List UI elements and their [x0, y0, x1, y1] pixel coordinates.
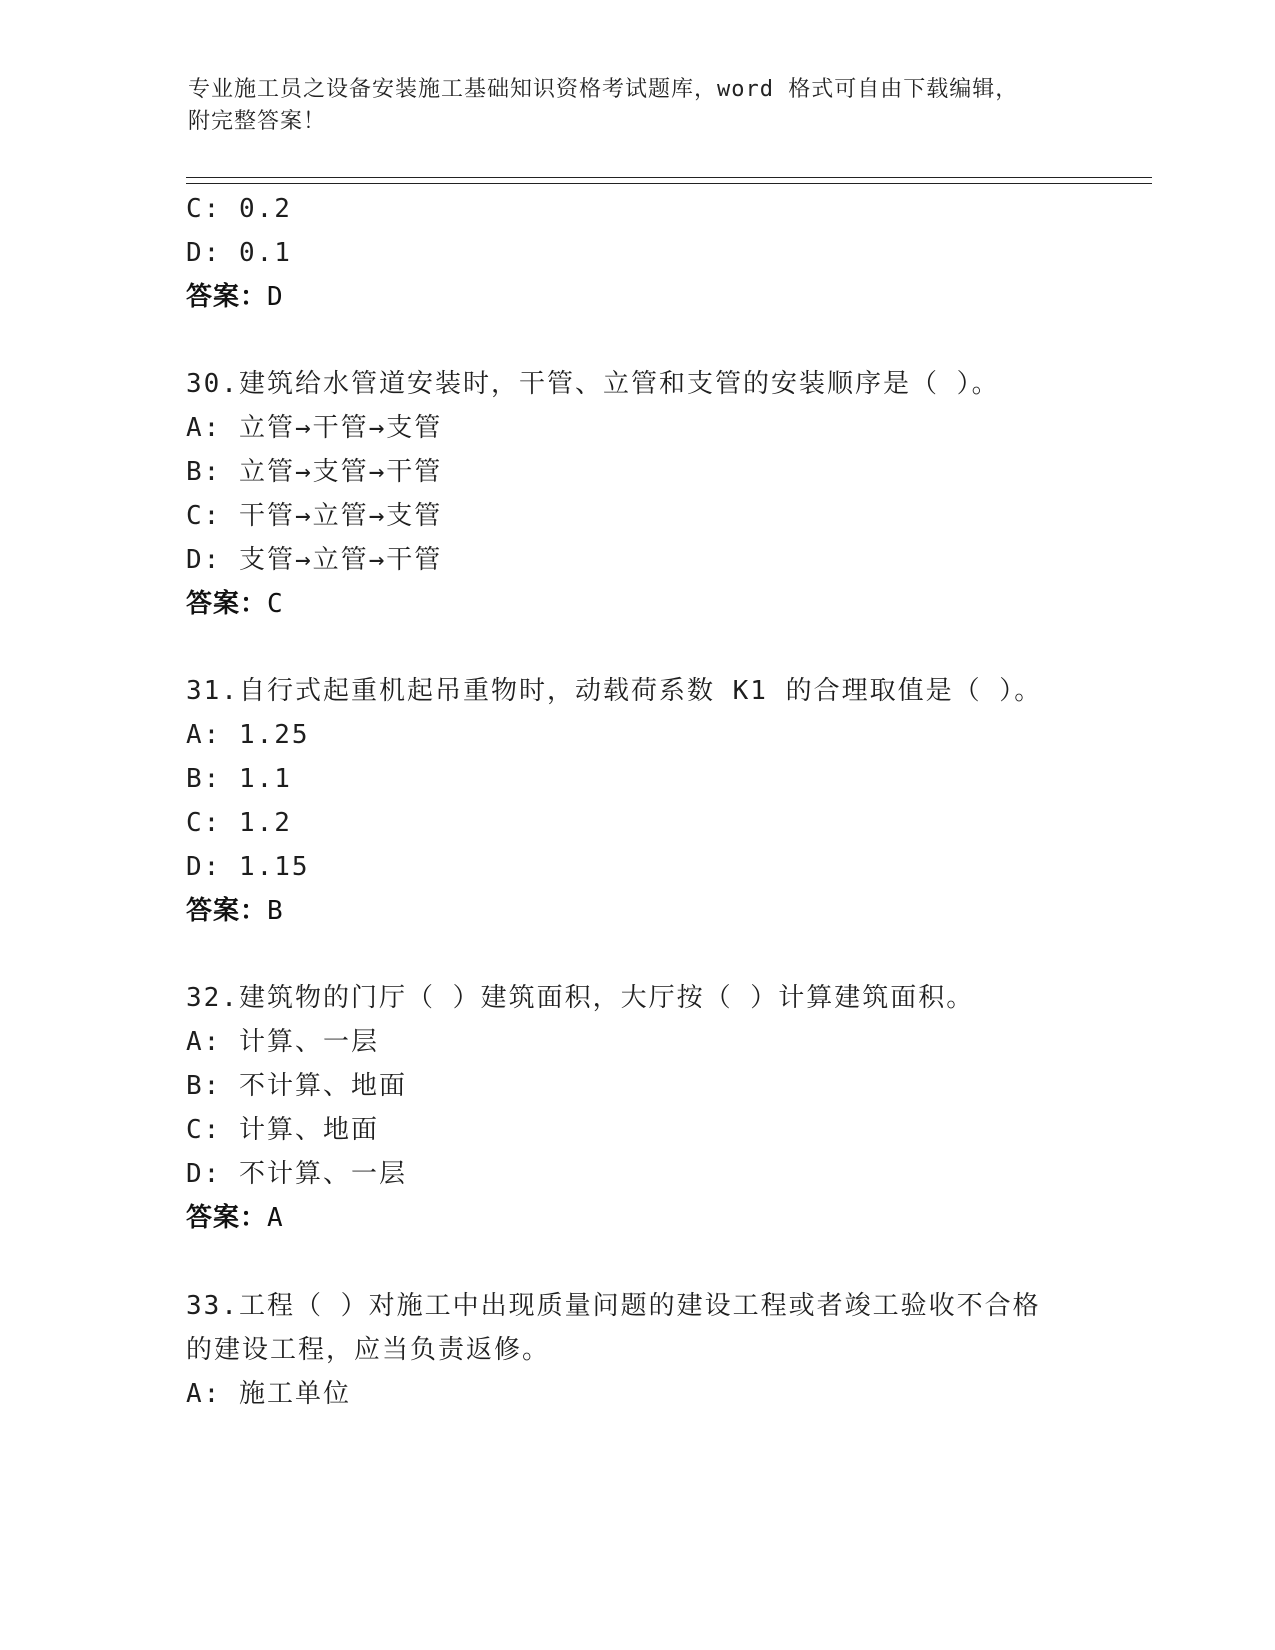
q30-question: 30.建筑给水管道安装时，干管、立管和支管的安装顺序是（ ）。	[186, 369, 1000, 399]
q33-question-line-1: 33.工程（ ）对施工中出现质量问题的建设工程或者竣工验收不合格	[186, 1291, 1041, 1321]
q31-option-a: A: 1.25	[186, 720, 310, 750]
q32-option-a: A: 计算、一层	[186, 1027, 379, 1057]
q30-answer	[186, 587, 284, 621]
q30-option-d: D: 支管→立管→干管	[186, 545, 443, 575]
q32-question: 32.建筑物的门厅（ ）建筑面积，大厅按（ ）计算建筑面积。	[186, 983, 975, 1013]
q32-option-d: D: 不计算、一层	[186, 1159, 407, 1189]
q31-option-d: D: 1.15	[186, 852, 310, 882]
header-divider-bottom	[186, 183, 1152, 184]
answer-value: A	[267, 1203, 284, 1233]
q32-answer	[186, 1201, 284, 1235]
answer-value: C	[267, 589, 284, 619]
q30-option-b: B: 立管→支管→干管	[186, 457, 443, 487]
q30-option-c: C: 干管→立管→支管	[186, 501, 443, 531]
answer-value: B	[267, 896, 284, 926]
header-line-2: 附完整答案！	[188, 109, 327, 134]
header-divider-top	[186, 177, 1152, 178]
q31-option-b: B: 1.1	[186, 764, 292, 794]
answer-label: 答案：	[186, 896, 268, 926]
q29-option-d: D: 0.1	[186, 238, 292, 268]
q30-option-a: A: 立管→干管→支管	[186, 413, 443, 443]
q33-option-a: A: 施工单位	[186, 1379, 351, 1409]
q31-question: 31.自行式起重机起吊重物时，动载荷系数 K1 的合理取值是（ ）。	[186, 676, 1043, 706]
q31-option-c: C: 1.2	[186, 808, 292, 838]
answer-label: 答案：	[186, 282, 268, 312]
q29-option-c: C: 0.2	[186, 194, 292, 224]
header-line-1: 专业施工员之设备安装施工基础知识资格考试题库，word 格式可自由下载编辑，	[188, 77, 1019, 102]
q32-option-c: C: 计算、地面	[186, 1115, 379, 1145]
q32-option-b: B: 不计算、地面	[186, 1071, 407, 1101]
answer-label: 答案：	[186, 589, 268, 619]
answer-value: D	[267, 282, 284, 312]
answer-label: 答案：	[186, 1203, 268, 1233]
q31-answer	[186, 894, 284, 928]
q29-answer	[186, 280, 284, 314]
q33-question-line-2: 的建设工程，应当负责返修。	[186, 1335, 551, 1365]
document-header	[188, 74, 1068, 138]
